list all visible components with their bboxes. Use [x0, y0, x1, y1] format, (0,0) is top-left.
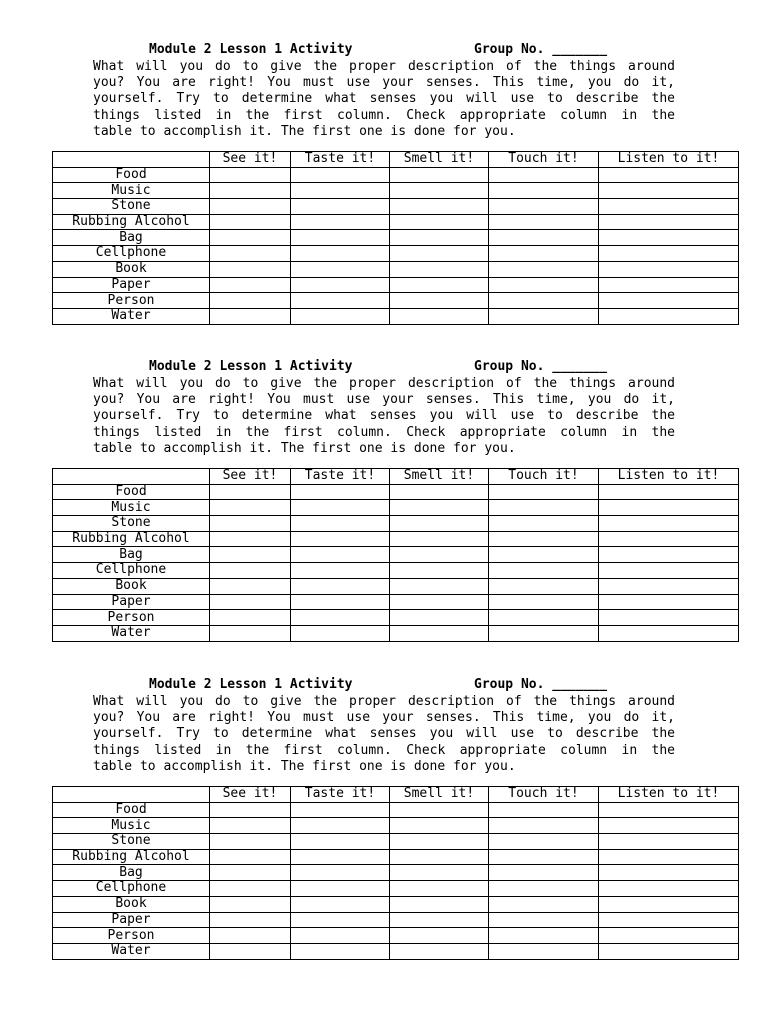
check-cell[interactable]	[489, 547, 599, 563]
instruction-line: yourself. Try to determine what senses you will use to describe the	[93, 408, 675, 424]
check-cell[interactable]	[489, 199, 599, 215]
check-cell[interactable]	[599, 625, 739, 641]
check-cell[interactable]	[291, 912, 390, 928]
check-cell[interactable]	[599, 308, 739, 324]
check-cell[interactable]	[489, 214, 599, 230]
check-cell[interactable]	[489, 500, 599, 516]
check-cell[interactable]	[489, 912, 599, 928]
item-name-cell: Cellphone	[53, 246, 210, 262]
item-name-cell: Music	[53, 818, 210, 834]
check-cell[interactable]	[291, 881, 390, 897]
check-cell[interactable]	[390, 563, 489, 579]
check-cell[interactable]	[210, 484, 291, 500]
instruction-line: you? You are right! You must use your senses. This time, you do it,	[93, 75, 675, 91]
check-cell[interactable]	[291, 293, 390, 309]
check-cell[interactable]	[599, 563, 739, 579]
check-cell[interactable]	[390, 818, 489, 834]
item-name-cell: Cellphone	[53, 563, 210, 579]
check-cell[interactable]	[291, 547, 390, 563]
check-cell[interactable]	[291, 594, 390, 610]
item-name-cell: Water	[53, 625, 210, 641]
check-cell[interactable]	[599, 183, 739, 199]
check-cell[interactable]	[489, 516, 599, 532]
check-cell[interactable]	[390, 199, 489, 215]
check-cell[interactable]	[390, 896, 489, 912]
sense-column-header: Smell it!	[390, 787, 489, 803]
table-row	[53, 610, 739, 626]
check-cell[interactable]	[210, 547, 291, 563]
item-name-cell: Cellphone	[53, 881, 210, 897]
instruction-line: table to accomplish it. The first one is done for you.	[93, 440, 516, 456]
instruction-line: table to accomplish it. The first one is done for you.	[93, 123, 516, 139]
check-cell[interactable]	[210, 912, 291, 928]
check-cell[interactable]	[210, 531, 291, 547]
check-cell[interactable]	[210, 594, 291, 610]
check-cell[interactable]	[599, 802, 739, 818]
check-cell[interactable]	[390, 167, 489, 183]
check-cell[interactable]	[489, 563, 599, 579]
check-cell[interactable]	[489, 277, 599, 293]
instructions-paragraph	[93, 694, 675, 775]
instructions-paragraph	[93, 59, 675, 140]
check-cell[interactable]	[210, 865, 291, 881]
item-name-cell: Food	[53, 802, 210, 818]
sense-column-header: Listen to it!	[599, 469, 739, 485]
check-cell[interactable]	[390, 516, 489, 532]
check-cell[interactable]	[599, 214, 739, 230]
table-row	[53, 246, 739, 262]
check-cell[interactable]	[291, 578, 390, 594]
check-cell[interactable]	[489, 531, 599, 547]
check-cell[interactable]	[210, 516, 291, 532]
check-cell[interactable]	[210, 625, 291, 641]
check-cell[interactable]	[599, 849, 739, 865]
check-cell[interactable]	[390, 484, 489, 500]
check-cell[interactable]	[291, 214, 390, 230]
item-name-cell: Paper	[53, 277, 210, 293]
check-cell[interactable]	[210, 610, 291, 626]
check-cell[interactable]	[210, 563, 291, 579]
item-name-cell: Music	[53, 500, 210, 516]
check-cell[interactable]	[489, 834, 599, 850]
check-cell[interactable]	[291, 610, 390, 626]
check-cell[interactable]	[291, 531, 390, 547]
check-cell[interactable]	[599, 912, 739, 928]
item-name-cell: Paper	[53, 594, 210, 610]
check-cell[interactable]	[390, 610, 489, 626]
table-row	[53, 516, 739, 532]
check-cell[interactable]	[489, 881, 599, 897]
check-cell[interactable]	[390, 928, 489, 944]
table-header-row	[53, 469, 739, 485]
check-cell[interactable]	[291, 818, 390, 834]
item-name-cell: Paper	[53, 912, 210, 928]
check-cell[interactable]	[291, 943, 390, 959]
check-cell[interactable]	[489, 183, 599, 199]
table-row	[53, 500, 739, 516]
table-row	[53, 928, 739, 944]
table-row	[53, 277, 739, 293]
check-cell[interactable]	[489, 167, 599, 183]
check-cell[interactable]	[599, 500, 739, 516]
check-cell[interactable]	[489, 610, 599, 626]
item-name-cell: Rubbing Alcohol	[53, 214, 210, 230]
check-cell[interactable]	[210, 578, 291, 594]
check-cell[interactable]	[599, 199, 739, 215]
check-cell[interactable]	[489, 896, 599, 912]
check-cell[interactable]	[291, 183, 390, 199]
sense-column-header: Listen to it!	[599, 152, 739, 168]
sense-column-header: See it!	[210, 469, 291, 485]
item-header-cell	[53, 787, 210, 803]
instruction-line: yourself. Try to determine what senses you will use to describe the	[93, 91, 675, 107]
instruction-line: What will you do to give the proper description of the things around	[93, 59, 675, 74]
check-cell[interactable]	[599, 834, 739, 850]
check-cell[interactable]	[390, 594, 489, 610]
instruction-line: table to accomplish it. The first one is done for you.	[93, 758, 516, 774]
sense-column-header: Smell it!	[390, 152, 489, 168]
check-cell[interactable]	[599, 578, 739, 594]
item-name-cell: Bag	[53, 230, 210, 246]
table-row	[53, 484, 739, 500]
activity-title: Module 2 Lesson 1 Activity	[149, 359, 353, 374]
table-header-row	[53, 787, 739, 803]
check-cell[interactable]	[291, 865, 390, 881]
item-name-cell: Rubbing Alcohol	[53, 531, 210, 547]
item-name-cell: Rubbing Alcohol	[53, 849, 210, 865]
check-cell[interactable]	[210, 246, 291, 262]
check-cell[interactable]	[210, 199, 291, 215]
check-cell[interactable]	[390, 912, 489, 928]
check-cell[interactable]	[489, 308, 599, 324]
check-cell[interactable]	[390, 308, 489, 324]
item-name-cell: Person	[53, 928, 210, 944]
check-cell[interactable]	[489, 261, 599, 277]
check-cell[interactable]	[210, 834, 291, 850]
check-cell[interactable]	[390, 183, 489, 199]
check-cell[interactable]	[599, 818, 739, 834]
check-cell[interactable]	[210, 167, 291, 183]
activity-title: Module 2 Lesson 1 Activity	[149, 42, 353, 57]
table-row	[53, 802, 739, 818]
check-cell[interactable]	[599, 547, 739, 563]
check-cell[interactable]	[210, 277, 291, 293]
sense-column-header: See it!	[210, 787, 291, 803]
sense-column-header: Smell it!	[390, 469, 489, 485]
table-row	[53, 881, 739, 897]
item-name-cell: Book	[53, 578, 210, 594]
check-cell[interactable]	[291, 230, 390, 246]
check-cell[interactable]	[390, 625, 489, 641]
check-cell[interactable]	[599, 881, 739, 897]
check-cell[interactable]	[291, 834, 390, 850]
item-name-cell: Music	[53, 183, 210, 199]
check-cell[interactable]	[210, 308, 291, 324]
table-row	[53, 547, 739, 563]
check-cell[interactable]	[291, 308, 390, 324]
check-cell[interactable]	[210, 183, 291, 199]
table-row	[53, 943, 739, 959]
check-cell[interactable]	[599, 246, 739, 262]
check-cell[interactable]	[599, 230, 739, 246]
instructions-paragraph	[93, 376, 675, 457]
table-row	[53, 896, 739, 912]
check-cell[interactable]	[210, 818, 291, 834]
check-cell[interactable]	[390, 834, 489, 850]
check-cell[interactable]	[390, 500, 489, 516]
item-name-cell: Water	[53, 308, 210, 324]
sense-column-header: Touch it!	[489, 787, 599, 803]
instruction-line: you? You are right! You must use your senses. This time, you do it,	[93, 710, 675, 726]
check-cell[interactable]	[291, 896, 390, 912]
item-name-cell: Stone	[53, 516, 210, 532]
check-cell[interactable]	[489, 594, 599, 610]
table-row	[53, 199, 739, 215]
check-cell[interactable]	[489, 818, 599, 834]
check-cell[interactable]	[291, 246, 390, 262]
check-cell[interactable]	[599, 594, 739, 610]
sense-column-header: Touch it!	[489, 469, 599, 485]
check-cell[interactable]	[599, 293, 739, 309]
check-cell[interactable]	[489, 578, 599, 594]
check-cell[interactable]	[390, 547, 489, 563]
table-row	[53, 865, 739, 881]
table-row	[53, 214, 739, 230]
check-cell[interactable]	[210, 293, 291, 309]
instruction-line: things listed in the first column. Check appropriate column in the	[93, 107, 675, 123]
check-cell[interactable]	[390, 865, 489, 881]
check-cell[interactable]	[291, 563, 390, 579]
item-name-cell: Book	[53, 261, 210, 277]
check-cell[interactable]	[390, 881, 489, 897]
table-row	[53, 834, 739, 850]
check-cell[interactable]	[291, 928, 390, 944]
item-header-cell	[53, 469, 210, 485]
item-name-cell: Bag	[53, 865, 210, 881]
check-cell[interactable]	[291, 167, 390, 183]
check-cell[interactable]	[291, 484, 390, 500]
check-cell[interactable]	[599, 896, 739, 912]
senses-table	[52, 786, 739, 960]
sense-column-header: Taste it!	[291, 787, 390, 803]
item-name-cell: Water	[53, 943, 210, 959]
instruction-line: What will you do to give the proper description of the things around	[93, 694, 675, 709]
table-row	[53, 183, 739, 199]
instruction-line: What will you do to give the proper description of the things around	[93, 376, 675, 391]
table-row	[53, 849, 739, 865]
instruction-line: things listed in the first column. Check appropriate column in the	[93, 742, 675, 758]
check-cell[interactable]	[291, 500, 390, 516]
check-cell[interactable]	[390, 802, 489, 818]
group-number-label: Group No. _______	[474, 677, 608, 692]
check-cell[interactable]	[390, 943, 489, 959]
item-name-cell: Stone	[53, 199, 210, 215]
check-cell[interactable]	[489, 484, 599, 500]
item-name-cell: Bag	[53, 547, 210, 563]
group-number-label: Group No. _______	[474, 359, 608, 374]
check-cell[interactable]	[599, 943, 739, 959]
check-cell[interactable]	[489, 865, 599, 881]
check-cell[interactable]	[489, 246, 599, 262]
check-cell[interactable]	[210, 943, 291, 959]
table-row	[53, 594, 739, 610]
senses-table	[52, 151, 739, 325]
group-number-label: Group No. _______	[474, 42, 608, 57]
item-name-cell: Person	[53, 293, 210, 309]
check-cell[interactable]	[390, 277, 489, 293]
sense-column-header: Listen to it!	[599, 787, 739, 803]
check-cell[interactable]	[390, 214, 489, 230]
check-cell[interactable]	[210, 261, 291, 277]
check-cell[interactable]	[599, 516, 739, 532]
item-header-cell	[53, 152, 210, 168]
check-cell[interactable]	[390, 293, 489, 309]
table-row	[53, 563, 739, 579]
activity-title: Module 2 Lesson 1 Activity	[149, 677, 353, 692]
check-cell[interactable]	[210, 214, 291, 230]
item-name-cell: Stone	[53, 834, 210, 850]
check-cell[interactable]	[210, 849, 291, 865]
table-row	[53, 167, 739, 183]
sense-column-header: Taste it!	[291, 469, 390, 485]
item-name-cell: Food	[53, 484, 210, 500]
check-cell[interactable]	[210, 928, 291, 944]
check-cell[interactable]	[291, 625, 390, 641]
table-row	[53, 625, 739, 641]
check-cell[interactable]	[599, 167, 739, 183]
check-cell[interactable]	[291, 199, 390, 215]
item-name-cell: Person	[53, 610, 210, 626]
sense-column-header: Touch it!	[489, 152, 599, 168]
table-row	[53, 261, 739, 277]
check-cell[interactable]	[210, 230, 291, 246]
table-row	[53, 293, 739, 309]
sense-column-header: See it!	[210, 152, 291, 168]
table-row	[53, 818, 739, 834]
check-cell[interactable]	[489, 849, 599, 865]
check-cell[interactable]	[390, 230, 489, 246]
check-cell[interactable]	[599, 610, 739, 626]
check-cell[interactable]	[599, 484, 739, 500]
table-row	[53, 531, 739, 547]
check-cell[interactable]	[489, 293, 599, 309]
check-cell[interactable]	[599, 531, 739, 547]
instruction-line: things listed in the first column. Check appropriate column in the	[93, 424, 675, 440]
check-cell[interactable]	[390, 531, 489, 547]
table-row	[53, 578, 739, 594]
check-cell[interactable]	[489, 943, 599, 959]
check-cell[interactable]	[390, 849, 489, 865]
check-cell[interactable]	[291, 802, 390, 818]
check-cell[interactable]	[599, 277, 739, 293]
check-cell[interactable]	[210, 500, 291, 516]
check-cell[interactable]	[210, 802, 291, 818]
senses-table	[52, 468, 739, 642]
instruction-line: you? You are right! You must use your senses. This time, you do it,	[93, 392, 675, 408]
check-cell[interactable]	[390, 261, 489, 277]
check-cell[interactable]	[489, 928, 599, 944]
check-cell[interactable]	[291, 261, 390, 277]
check-cell[interactable]	[489, 625, 599, 641]
item-name-cell: Food	[53, 167, 210, 183]
check-cell[interactable]	[291, 516, 390, 532]
check-cell[interactable]	[489, 230, 599, 246]
check-cell[interactable]	[291, 277, 390, 293]
sense-column-header: Taste it!	[291, 152, 390, 168]
check-cell[interactable]	[390, 246, 489, 262]
table-row	[53, 230, 739, 246]
instruction-line: yourself. Try to determine what senses you will use to describe the	[93, 726, 675, 742]
check-cell[interactable]	[390, 578, 489, 594]
check-cell[interactable]	[210, 881, 291, 897]
table-row	[53, 912, 739, 928]
table-header-row	[53, 152, 739, 168]
check-cell[interactable]	[291, 849, 390, 865]
check-cell[interactable]	[599, 928, 739, 944]
check-cell[interactable]	[210, 896, 291, 912]
check-cell[interactable]	[599, 865, 739, 881]
check-cell[interactable]	[489, 802, 599, 818]
table-row	[53, 308, 739, 324]
check-cell[interactable]	[599, 261, 739, 277]
item-name-cell: Book	[53, 896, 210, 912]
